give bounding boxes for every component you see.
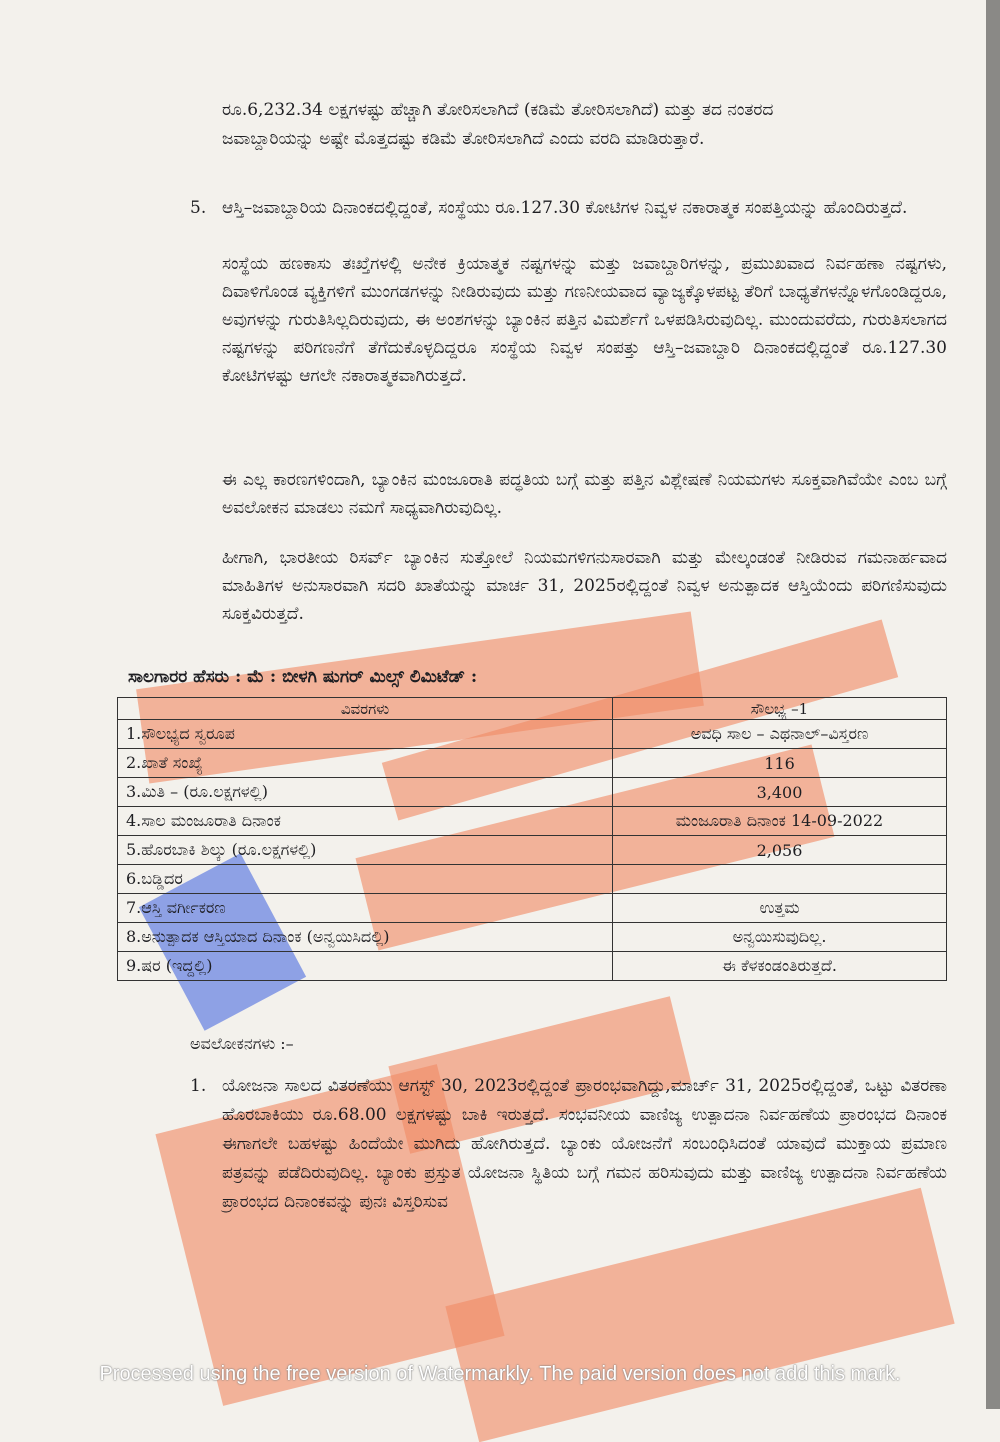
table-row <box>118 778 947 807</box>
facility-table <box>117 697 947 981</box>
item5-number: 5. <box>190 198 207 218</box>
table-cell-value: ಅನ್ವಯಿಸುವುದಿಲ್ಲ. <box>613 923 947 952</box>
table-row <box>118 807 947 836</box>
table-header-cell: ಸೌಲಭ್ಯ –1 <box>613 698 947 720</box>
para-reasons: ಈ ಎಲ್ಲ ಕಾರಣಗಳಿಂದಾಗಿ, ಬ್ಯಾಂಕಿನ ಮಂಜೂರಾತಿ ಪದ್ಧತಿಯ ಬಗ್ಗೆ ಮತ್ತು ಪತ್ತಿನ ವಿಶ್ಲೇಷಣೆ ನಿಯಮಗಳು ಸೂಕ್ತವಾಗಿವೆಯೇ ಎಂಬ ಬಗ್ಗೆ ಅವಲೋಕನ ಮಾಡಲು ನಮಗೆ ಸಾಧ್ಯವಾಗಿರುವುದಿಲ್ಲ. <box>222 470 947 518</box>
table-header-cell: ವಿವರಗಳು <box>118 698 613 720</box>
table-row <box>118 865 947 894</box>
page-edge-shadow <box>986 0 1000 1409</box>
observations-heading: ಅವಲೋಕನಗಳು :– <box>190 1034 294 1053</box>
table-cell-label: 8.ಅನುತ್ಪಾದಕ ಆಸ್ತಿಯಾದ ದಿನಾಂಕ (ಅನ್ವಯಿಸಿದಲ್ಲಿ) <box>118 923 613 952</box>
table-row <box>118 720 947 749</box>
item5-text2: ಸಂಸ್ಥೆಯ ಹಣಕಾಸು ತಃಖ್ತೆಗಳಲ್ಲಿ ಅನೇಕ ಕ್ರಿಯಾತ್ಮಕ ನಷ್ಟಗಳನ್ನು ಮತ್ತು ಜವಾಬ್ದಾರಿಗಳನ್ನು, ಪ್ರಮುಖವಾದ ನಿರ್ವಹಣಾ ನಷ್ಟಗಳು, ದಿವಾಳಿಗೊಂಡ ವ್ಯಕ್ತಿಗಳಿಗೆ ಮುಂಗಡಗಳನ್ನು ನೀಡಿರುವುದು ಮತ್ತು ಗಣನೀಯವಾದ ವ್ಯಾಜ್ಯಕ್ಕೊಳಪಟ್ಟ ತೆರಿಗೆ ಬಾಧ್ಯತೆಗಳನ್ನೊಳಗೊಂಡಿದ್ದರೂ, ಅವುಗಳನ್ನು ಗುರುತಿಸಿಲ್ಲದಿರುವುದು, ಈ ಅಂಶಗಳನ್ನು ಬ್ಯಾಂಕಿನ ಪತ್ತಿನ ವಿಮರ್ಶೆಗೆ ಒಳಪಡಿಸಿರುವುದಿಲ್ಲ. ಮುಂದುವರೆದು, ಗುರುತಿಸಲಾಗದ ನಷ್ಟಗಳನ್ನು ಪರಿಗಣನೆಗೆ ತೆಗೆದುಕೊಳ್ಳದಿದ್ದರೂ ಸಂಸ್ಥೆಯ ನಿವ್ವಳ ಸಂಪತ್ತು ಆಸ್ತಿ–ಜವಾಬ್ದಾರಿ ದಿನಾಂಕದಲ್ಲಿದ್ದಂತೆ ರೂ.127.30 ಕೋಟಿಗಳಷ್ಟು ಆಗಲೇ ನಕಾರಾತ್ಮಕವಾಗಿರುತ್ತದೆ. <box>222 254 947 386</box>
item5-text: ಆಸ್ತಿ–ಜವಾಬ್ದಾರಿಯ ದಿನಾಂಕದಲ್ಲಿದ್ದಂತೆ, ಸಂಸ್ಥೆಯು ರೂ.127.30 ಕೋಟಿಗಳ ನಿವ್ವಳ ನಕಾರಾತ್ಮಕ ಸಂಪತ್ತಿಯನ್ನು ಹೊಂದಿರುತ್ತದೆ. <box>222 198 908 218</box>
table-cell-label: 6.ಬಡ್ಡಿದರ <box>118 865 613 894</box>
table-row <box>118 923 947 952</box>
table-header-row <box>118 698 947 720</box>
table-cell-value: ಅವಧಿ ಸಾಲ – ಎಥನಾಲ್–ವಿಸ್ತರಣ <box>613 720 947 749</box>
table-cell-value: 116 <box>613 749 947 778</box>
borrower-name-heading: ಸಾಲಗಾರರ ಹೆಸರು : ಮೆ : ಬೀಳಗಿ ಷುಗರ್ ಮಿಲ್ಸ್ ಲಿಮಿಟೆಡ್ : <box>128 667 478 687</box>
table-cell-label: 3.ಮಿತಿ – (ರೂ.ಲಕ್ಷಗಳಲ್ಲಿ) <box>118 778 613 807</box>
table-cell-label: 1.ಸೌಲಭ್ಯದ ಸ್ವರೂಪ <box>118 720 613 749</box>
table-cell-value: 2,056 <box>613 836 947 865</box>
table-cell-value: ಮಂಜೂರಾತಿ ದಿನಾಂಕ 14-09-2022 <box>613 807 947 836</box>
table-row <box>118 894 947 923</box>
table-cell-value: ಉತ್ತಮ <box>613 894 947 923</box>
table-cell-label: 2.ಖಾತೆ ಸಂಖ್ಯೆ <box>118 749 613 778</box>
para-top-line2: ಜವಾಬ್ದಾರಿಯನ್ನು ಅಷ್ಟೇ ಮೊತ್ತದಷ್ಟು ಕಡಿಮೆ ತೋರಿಸಲಾಗಿದೆ ಎಂದು ವರದಿ ಮಾಡಿರುತ್ತಾರೆ. <box>222 129 705 149</box>
highlight-band <box>445 1188 954 1442</box>
table-row <box>118 836 947 865</box>
table-row <box>118 749 947 778</box>
table-cell-value <box>613 865 947 894</box>
para-top-line1: ರೂ.6,232.34 ಲಕ್ಷಗಳಷ್ಟು ಹೆಚ್ಚಾಗಿ ತೋರಿಸಲಾಗಿದೆ (ಕಡಿಮೆ ತೋರಿಸಲಾಗಿದೆ) ಮತ್ತು ತದ ನಂತರದ <box>222 100 774 120</box>
table-cell-label: 5.ಹೊರಬಾಕಿ ಶಿಲ್ಕು (ರೂ.ಲಕ್ಷಗಳಲ್ಲಿ) <box>118 836 613 865</box>
obs1-number: 1. <box>190 1076 207 1096</box>
watermark-text: Processed using the free version of Watermarkly. The paid version does not add this mark. <box>99 1363 901 1385</box>
table-cell-label: 9.ಷರ (ಇದ್ದಲ್ಲಿ) <box>118 952 613 981</box>
table-cell-label: 7.ಆಸ್ತಿ ವರ್ಗೀಕರಣ <box>118 894 613 923</box>
table-cell-value: 3,400 <box>613 778 947 807</box>
para-conclusion: ಹೀಗಾಗಿ, ಭಾರತೀಯ ರಿಸರ್ವ್ ಬ್ಯಾಂಕಿನ ಸುತ್ತೋಲೆ ನಿಯಮಗಳಿಗನುಸಾರವಾಗಿ ಮತ್ತು ಮೇಲ್ಕಂಡಂತೆ ನೀಡಿರುವ ಗಮನಾರ್ಹವಾದ ಮಾಹಿತಿಗಳ ಅನುಸಾರವಾಗಿ ಸದರಿ ಖಾತೆಯನ್ನು ಮಾರ್ಚ 31, 2025ರಲ್ಲಿದ್ದಂತೆ ನಿವ್ವಳ ಅನುತ್ಪಾದಕ ಆಸ್ತಿಯೆಂದು ಪರಿಗಣಿಸುವುದು ಸೂಕ್ತವಿರುತ್ತದೆ. <box>222 548 947 624</box>
table-row <box>118 952 947 981</box>
obs1-text: ಯೋಜನಾ ಸಾಲದ ವಿತರಣೆಯು ಆಗಸ್ಟ್ 30, 2023ರಲ್ಲಿದ್ದಂತೆ ಪ್ರಾರಂಭವಾಗಿದ್ದು,ಮಾರ್ಚ್ 31, 2025ರಲ್ಲಿದ್ದಂತೆ, ಒಟ್ಟು ವಿತರಣಾ ಹೊರಬಾಕಿಯು ರೂ.68.00 ಲಕ್ಷಗಳಷ್ಟು ಬಾಕಿ ಇರುತ್ತದೆ. ಸಂಭವನೀಯ ವಾಣಿಜ್ಯ ಉತ್ಪಾದನಾ ನಿರ್ವಹಣೆಯ ಪ್ರಾರಂಭದ ದಿನಾಂಕ ಈಗಾಗಲೇ ಬಹಳಷ್ಟು ಹಿಂದೆಯೇ ಮುಗಿದು ಹೋಗಿರುತ್ತದೆ. ಬ್ಯಾಂಕು ಯೋಜನೆಗೆ ಸಂಬಂಧಿಸಿದಂತೆ ಯಾವುದೆ ಮುಕ್ತಾಯ ಪ್ರಮಾಣ ಪತ್ರವನ್ನು ಪಡೆದಿರುವುದಿಲ್ಲ. ಬ್ಯಾಂಕು ಪ್ರಸ್ತುತ ಯೋಜನಾ ಸ್ಥಿತಿಯ ಬಗ್ಗೆ ಗಮನ ಹರಿಸುವುದು ಮತ್ತು ವಾಣಿಜ್ಯ ಉತ್ಪಾದನಾ ನಿರ್ವಹಣೆಯ ಪ್ರಾರಂಭದ ದಿನಾಂಕವನ್ನು ಪುನಃ ವಿಸ್ತರಿಸುವ <box>222 1076 947 1212</box>
table-cell-value: ಈ ಕೆಳಕಂಡಂತಿರುತ್ತದೆ. <box>613 952 947 981</box>
table-cell-label: 4.ಸಾಲ ಮಂಜೂರಾತಿ ದಿನಾಂಕ <box>118 807 613 836</box>
